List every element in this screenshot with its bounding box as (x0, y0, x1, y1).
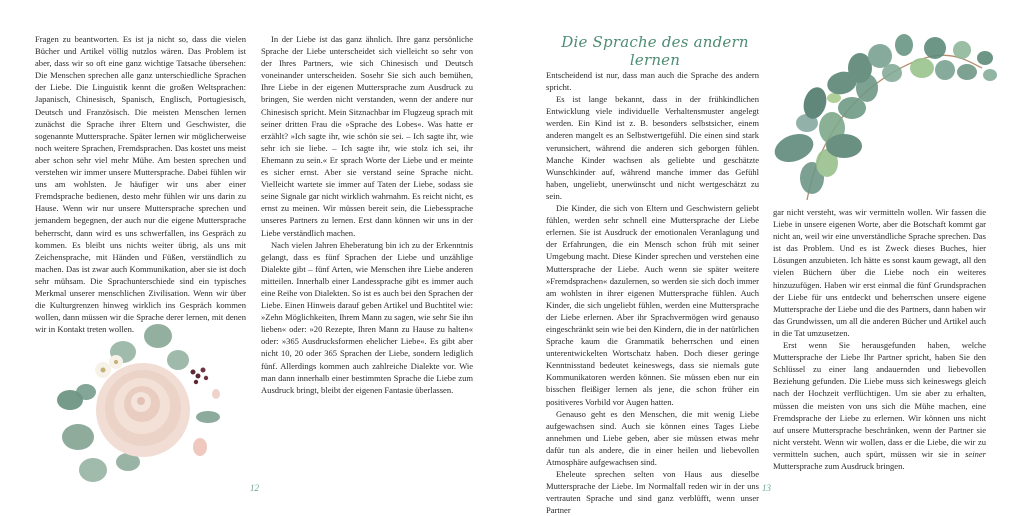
paragraph: In der Liebe ist das ganz ähnlich. Ihre ganz persönliche Sprache der Liebe unterscheidet sich vielleicht so sehr von der Ihres Partners, wie sich Chinesisch und Deutsch voneinander unterscheiden. Sosehr Sie sich auch bemühen, Ihre Liebe in der eigenen Muttersprache zum Ausdruck zu bringen, Sie werden nicht verstanden, wenn der andere nur Chinesisch spricht. Mein Sitznachbar im Flugzeug sprach mit seiner dritten Frau die »Sprache des Lobes«. Was hatte er erzählt? »Ich sagte ihr, wie schön sie sei. – Ich sagte ihr, wie sehr ich sie liebe. – Ich sagte ihr, wie stolz ich sei, ihr Ehemann zu sein.« Er sprach Worte der Liebe und er meinte es sicher ernst. Aber sie verstand seine Sprache nicht. Vielleicht wartete sie immer auf Taten der Liebe, sodass sie seine Signale gar nicht wirklich wahrnahm. Es reicht nicht, es ernst zu meinen. Wir müssen bereit sein, die Liebessprache unseres Partners zu lernen. Erst dann können wir uns in der Liebe verständlich machen. (261, 34, 473, 238)
emphasis: seiner (965, 448, 986, 459)
left-column-2 (261, 33, 473, 396)
right-page (510, 0, 1020, 516)
text-run: Erst wenn Sie herausgefunden haben, welche Muttersprache der Liebe Ihr Partner spricht, haben Sie den Schlüssel zu einer lang andauernden und liebevollen Beziehung gefunden. Die Liebe muss sich keineswegs gleich nach der Hochzeit verflüchtigen. Um sie aber zu erhalten, müssen die meisten von uns sich die Mühe machen, eine Fremdsprache der Liebe zu erlernen. Wir können uns nicht auf unsere Muttersprache beschränken, wenn der Partner sie nicht versteht. Wenn wir wollen, dass er die Liebe, die wir zu vermitteln suchen, auch spürt, müssen wir sie in (773, 340, 986, 459)
left-page (0, 0, 510, 510)
rose-bouquet-icon (48, 322, 238, 492)
paragraph: Nach vielen Jahren Eheberatung bin ich zu der Erkenntnis gelangt, dass es fünf Sprachen der Liebe und unzählige Dialekte gibt – fünf Arten, wie Menschen ihre Liebe anderen mitteilen. Innerhalb einer Landessprache gibt es immer auch eine Reihe von Dialekten. So ist es auch bei den Sprachen der Liebe. Einen Hinweis darauf geben Artikel und Buchtitel wie: »Zehn Möglichkeiten, Ihrem Mann zu sagen, wie sehr Sie ihn lieben« oder: »20 Rezepte, Ihren Mann zu Hause zu halten« oder: »365 Ausdrucksformen ehelicher Liebe«. Es gibt aber nicht 10, 20 oder 365 Sprachen der Liebe, sondern lediglich fünf. Allerdings kommen auch zahlreiche Dialekte vor. Wie man dann innerhalb einer bestimmten Sprache die Liebe zum Ausdruck bringt, bleibt der eigenen Fantasie überlassen. (261, 239, 473, 395)
paragraph: Es ist lange bekannt, dass in der frühkindlichen Entwicklung viele individuelle Verhaltensmuster angelegt werden. Ein Kind ist z. B. besonders selbstsicher, einem anderen mangelt es an Selbstwertgefühl. Die einen sind stark verunsichert, während die anderen sich geborgen fühlen. Manche Kinder wachsen als geliebte und geschätzte Wunschkinder auf, während manche immer das Gefühl haben, ungeliebt, unerwünscht und nicht wertgeschätzt zu sein. (546, 94, 759, 201)
page-number: 13 (762, 483, 771, 493)
paragraph: Fragen zu beantworten. Es ist ja nicht so, dass die vielen Bücher und Artikel völlig nutzlos wären. Das Problem ist aber, dass wir so oft eine ganz wichtige Tatsache übersehen: Die Menschen sprechen alle ganz unterschiedliche Sprachen der Liebe. Die Linguistik kennt die großen Weltsprachen: Japanisch, Chinesisch, Spanisch, Englisch, Portugiesisch, Deutsch und Französisch. Die meisten Menschen lernen zunächst die Sprache ihrer Eltern und Geschwister, die sogenannte Muttersprache. Später lernen wir möglicherweise noch weitere Sprachen, Fremdsprachen. Das kostet uns meist aber schon sehr viel mehr Mühe. Am besten sprechen und verstehen wir immer unsere Muttersprache. Dabei fühlen wir uns am wohlsten. Je häufiger wir uns aber einer Fremdsprache bedienen, desto mehr fühlen wir uns darin zu Hause. Wenn wir nur unsere Muttersprache sprechen und jemandem begegnen, der auch nur die eigene Muttersprache beherrscht, dann wird es uns schwerfallen, ins Gespräch zu kommen. Es bleibt uns nichts weiter übrig, als uns mit Zeichensprache, mit Händen und Füßen, verständlich zu machen. Das ist zwar auch Kommunikation, aber sie ist doch sehr mühsam. Die Sprachunterschiede sind ein typisches Merkmal unserer menschlichen Zivilisation. Wenn wir über die Kulturgrenzen hinweg wirklich ins Gespräch kommen wollen, dann müssen wir die Sprache derer lernen, mit denen wir in Kontakt treten wollen. (35, 34, 246, 335)
section-title: Die Sprache des andern lernen (561, 33, 749, 69)
paragraph: Entscheidend ist nur, dass man auch die Sprache des andern spricht. (546, 70, 759, 93)
eucalyptus-branch-icon (772, 28, 1002, 208)
paragraph: Die Kinder, die sich von Eltern und Geschwistern geliebt fühlen, werden sehr schnell eine Muttersprache der Liebe erlernen. Sie ist Ausdruck der emotionalen Veranlagung und der Erfahrungen, die ein Mensch schon früh mit seiner Umgebung macht. Diese Kinder sprechen und verstehen eine Muttersprache der Liebe. Auch wenn sie später weitere »Fremdsprachen« dazulernen, so werden sie sich doch immer am wohlsten in ihrer eigenen Muttersprache fühlen. Auch Kinder, die sich ungeliebt fühlen, werden eine Muttersprache der Liebe erlernen. Aber ihr Sprachvermögen wird genauso eingeschränkt sein wie bei den Kindern, die in der natürlichen Sprache kaum die Grammatik beherrschen und einen unterentwickelten Wortschatz haben. Doch dieser geringe Kenntnisstand bedeutet keineswegs, dass sie niemals gute Kommunikatoren werden können. Sie müssen eben nur ein bisschen fleißiger lernen als jene, die schon früher ein positiveres Vorbild vor Augen hatten. (546, 203, 759, 407)
right-column-2 (773, 206, 986, 472)
left-column-1 (35, 33, 246, 335)
paragraph: Genauso geht es den Menschen, die mit wenig Liebe aufgewachsen sind. Auch sie können eines Tages Liebe annehmen und Liebe geben, aber sie müssen etwas mehr dafür tun als andere, die in einer heilen und liebevollen Atmosphäre aufgewachsen sind. (546, 408, 759, 467)
right-column-1 (546, 69, 759, 516)
text-run: Muttersprache zum Ausdruck bringen. (773, 460, 905, 471)
page-number: 12 (250, 483, 259, 493)
paragraph: gar nicht versteht, was wir vermitteln wollen. Wir fassen die Liebe in unsere eigenen Worte, aber die Botschaft kommt gar nicht an, weil wir eine unverständliche Sprache sprechen. Das ist das Problem. Und es ist Zweck dieses Buches, hier Lösungen anzubieten. Ich hätte es sonst kaum gewagt, all den vielen Büchern über die Liebe noch ein weiteres hinzuzufügen. Haben wir erst einmal die fünf Grundsprachen der Liebe für uns entdeckt und beherrschen unsere eigene Muttersprache der Liebe und die des Partners, dann haben wir das Grundwissen, um all die anderen Bücher und Artikel auch in die Tat umzusetzen. (773, 207, 986, 338)
paragraph: Eheleute sprechen selten von Haus aus dieselbe Muttersprache der Liebe. Im Normalfall reden wir in der uns vertrauten Sprache und sind ganz verblüfft, wenn unser Partner (546, 469, 759, 516)
paragraph (773, 339, 986, 472)
